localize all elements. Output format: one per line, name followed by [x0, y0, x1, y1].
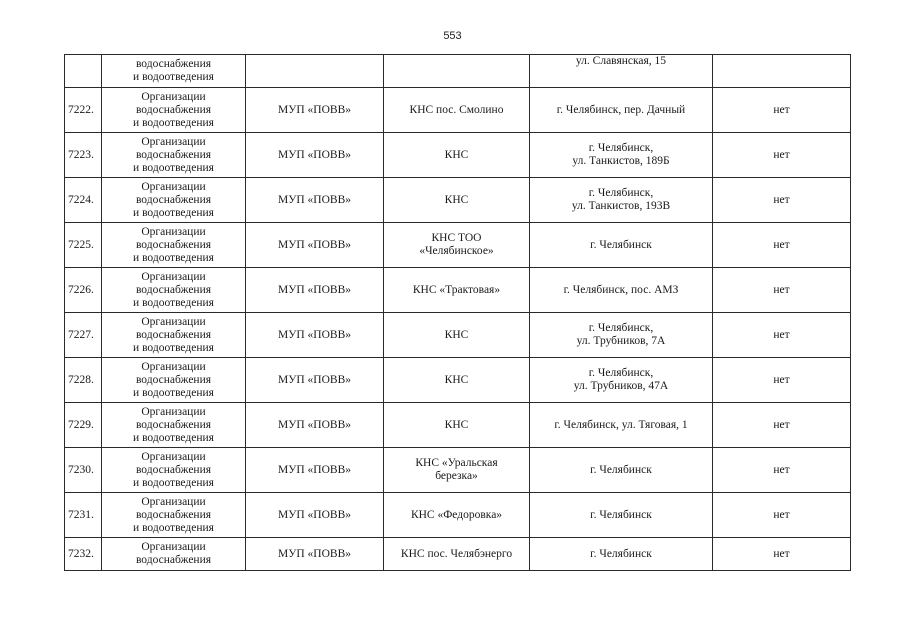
- category-cell: [102, 448, 246, 493]
- address-cell: г. Челябинск: [530, 223, 713, 268]
- row-number-cell: 7222.: [65, 88, 102, 133]
- object-cell: КНС: [384, 358, 530, 403]
- address-cell: г. Челябинск, ул. Танкистов, 193В: [530, 178, 713, 223]
- address-cell: г. Челябинск: [530, 538, 713, 571]
- row-number-cell: 7228.: [65, 358, 102, 403]
- category-line: Организации: [141, 360, 206, 373]
- registry-table: [64, 54, 851, 571]
- category-line: и водоотведения: [133, 386, 214, 399]
- table-row: [65, 313, 851, 358]
- object-cell: [384, 55, 530, 88]
- category-line: водоснабжения: [135, 508, 212, 521]
- object-cell: КНС пос. Челябэнерго: [384, 538, 530, 571]
- table-row: [65, 178, 851, 223]
- category-line: Организации: [141, 495, 206, 508]
- table-row: [65, 133, 851, 178]
- category-cell: [102, 178, 246, 223]
- category-line: водоснабжения: [135, 554, 212, 566]
- object-cell: КНС «Федоровка»: [384, 493, 530, 538]
- category-cell: [102, 88, 246, 133]
- object-cell: КНС: [384, 403, 530, 448]
- category-line: Организации: [141, 541, 206, 553]
- category-line: Организации: [141, 180, 206, 193]
- address-cell: ул. Славянская, 15: [530, 55, 713, 88]
- row-number-cell: 7227.: [65, 313, 102, 358]
- object-cell: КНС: [384, 178, 530, 223]
- organization-cell: [246, 55, 384, 88]
- table-row: [65, 538, 851, 571]
- row-number-cell: [65, 55, 102, 88]
- object-cell: КНС «Уральская березка»: [384, 448, 530, 493]
- table-row: [65, 88, 851, 133]
- flag-cell: нет: [713, 403, 851, 448]
- flag-cell: нет: [713, 358, 851, 403]
- category-cell: [102, 268, 246, 313]
- category-cell: [102, 313, 246, 358]
- object-cell: КНС: [384, 313, 530, 358]
- category-line: и водоотведения: [133, 521, 214, 534]
- category-line: Организации: [141, 315, 206, 328]
- object-cell: КНС «Трактовая»: [384, 268, 530, 313]
- table-row: [65, 448, 851, 493]
- organization-cell: МУП «ПОВВ»: [246, 88, 384, 133]
- category-line: и водоотведения: [133, 476, 214, 489]
- address-cell: г. Челябинск, ул. Трубников, 47А: [530, 358, 713, 403]
- category-line: Организации: [141, 270, 206, 283]
- category-line: Организации: [141, 450, 206, 463]
- category-line: и водоотведения: [133, 251, 214, 264]
- address-cell: г. Челябинск: [530, 448, 713, 493]
- page-number: 553: [443, 30, 462, 42]
- category-cell: [102, 403, 246, 448]
- category-line: водоснабжения: [135, 238, 212, 251]
- flag-cell: нет: [713, 178, 851, 223]
- organization-cell: МУП «ПОВВ»: [246, 133, 384, 178]
- category-line: и водоотведения: [133, 71, 214, 83]
- category-line: водоснабжения: [135, 148, 212, 161]
- category-line: Организации: [141, 225, 206, 238]
- category-line: Организации: [141, 90, 206, 103]
- organization-cell: МУП «ПОВВ»: [246, 493, 384, 538]
- category-line: и водоотведения: [133, 431, 214, 444]
- organization-cell: МУП «ПОВВ»: [246, 268, 384, 313]
- category-cell: [102, 133, 246, 178]
- row-number-cell: 7232.: [65, 538, 102, 571]
- flag-cell: нет: [713, 268, 851, 313]
- category-cell: [102, 223, 246, 268]
- category-line: водоснабжения: [135, 193, 212, 206]
- organization-cell: МУП «ПОВВ»: [246, 358, 384, 403]
- table-row: [65, 223, 851, 268]
- object-cell: КНС: [384, 133, 530, 178]
- row-number-cell: 7229.: [65, 403, 102, 448]
- flag-cell: нет: [713, 133, 851, 178]
- address-cell: г. Челябинск, ул. Тяговая, 1: [530, 403, 713, 448]
- registry-table-body: [65, 55, 851, 571]
- category-line: водоснабжения: [135, 373, 212, 386]
- row-number-cell: 7223.: [65, 133, 102, 178]
- category-line: Организации: [141, 405, 206, 418]
- address-cell: г. Челябинск: [530, 493, 713, 538]
- category-line: водоснабжения: [135, 328, 212, 341]
- flag-cell: нет: [713, 448, 851, 493]
- address-cell: г. Челябинск, пер. Дачный: [530, 88, 713, 133]
- category-line: и водоотведения: [133, 296, 214, 309]
- category-line: и водоотведения: [133, 116, 214, 129]
- category-line: Организации: [141, 135, 206, 148]
- object-cell: КНС пос. Смолино: [384, 88, 530, 133]
- table-row: [65, 358, 851, 403]
- address-cell: г. Челябинск, пос. АМЗ: [530, 268, 713, 313]
- category-line: и водоотведения: [133, 161, 214, 174]
- category-line: и водоотведения: [133, 206, 214, 219]
- row-number-cell: 7226.: [65, 268, 102, 313]
- organization-cell: МУП «ПОВВ»: [246, 403, 384, 448]
- category-cell: [102, 55, 246, 88]
- flag-cell: [713, 55, 851, 88]
- table-row: [65, 403, 851, 448]
- object-cell: КНС ТОО «Челябинское»: [384, 223, 530, 268]
- table-row-continued: [65, 55, 851, 88]
- category-line: водоснабжения: [135, 283, 212, 296]
- organization-cell: МУП «ПОВВ»: [246, 448, 384, 493]
- organization-cell: МУП «ПОВВ»: [246, 313, 384, 358]
- category-cell: [102, 493, 246, 538]
- category-line: водоснабжения: [135, 58, 212, 70]
- flag-cell: нет: [713, 493, 851, 538]
- address-cell: г. Челябинск, ул. Трубников, 7А: [530, 313, 713, 358]
- table-row: [65, 493, 851, 538]
- flag-cell: нет: [713, 313, 851, 358]
- organization-cell: МУП «ПОВВ»: [246, 178, 384, 223]
- category-line: водоснабжения: [135, 463, 212, 476]
- category-line: водоснабжения: [135, 418, 212, 431]
- flag-cell: нет: [713, 223, 851, 268]
- category-cell: [102, 538, 246, 571]
- flag-cell: нет: [713, 538, 851, 571]
- row-number-cell: 7231.: [65, 493, 102, 538]
- flag-cell: нет: [713, 88, 851, 133]
- row-number-cell: 7225.: [65, 223, 102, 268]
- category-line: водоснабжения: [135, 103, 212, 116]
- category-line: и водоотведения: [133, 341, 214, 354]
- organization-cell: МУП «ПОВВ»: [246, 223, 384, 268]
- table-row: [65, 268, 851, 313]
- row-number-cell: 7230.: [65, 448, 102, 493]
- address-cell: г. Челябинск, ул. Танкистов, 189Б: [530, 133, 713, 178]
- row-number-cell: 7224.: [65, 178, 102, 223]
- organization-cell: МУП «ПОВВ»: [246, 538, 384, 571]
- category-cell: [102, 358, 246, 403]
